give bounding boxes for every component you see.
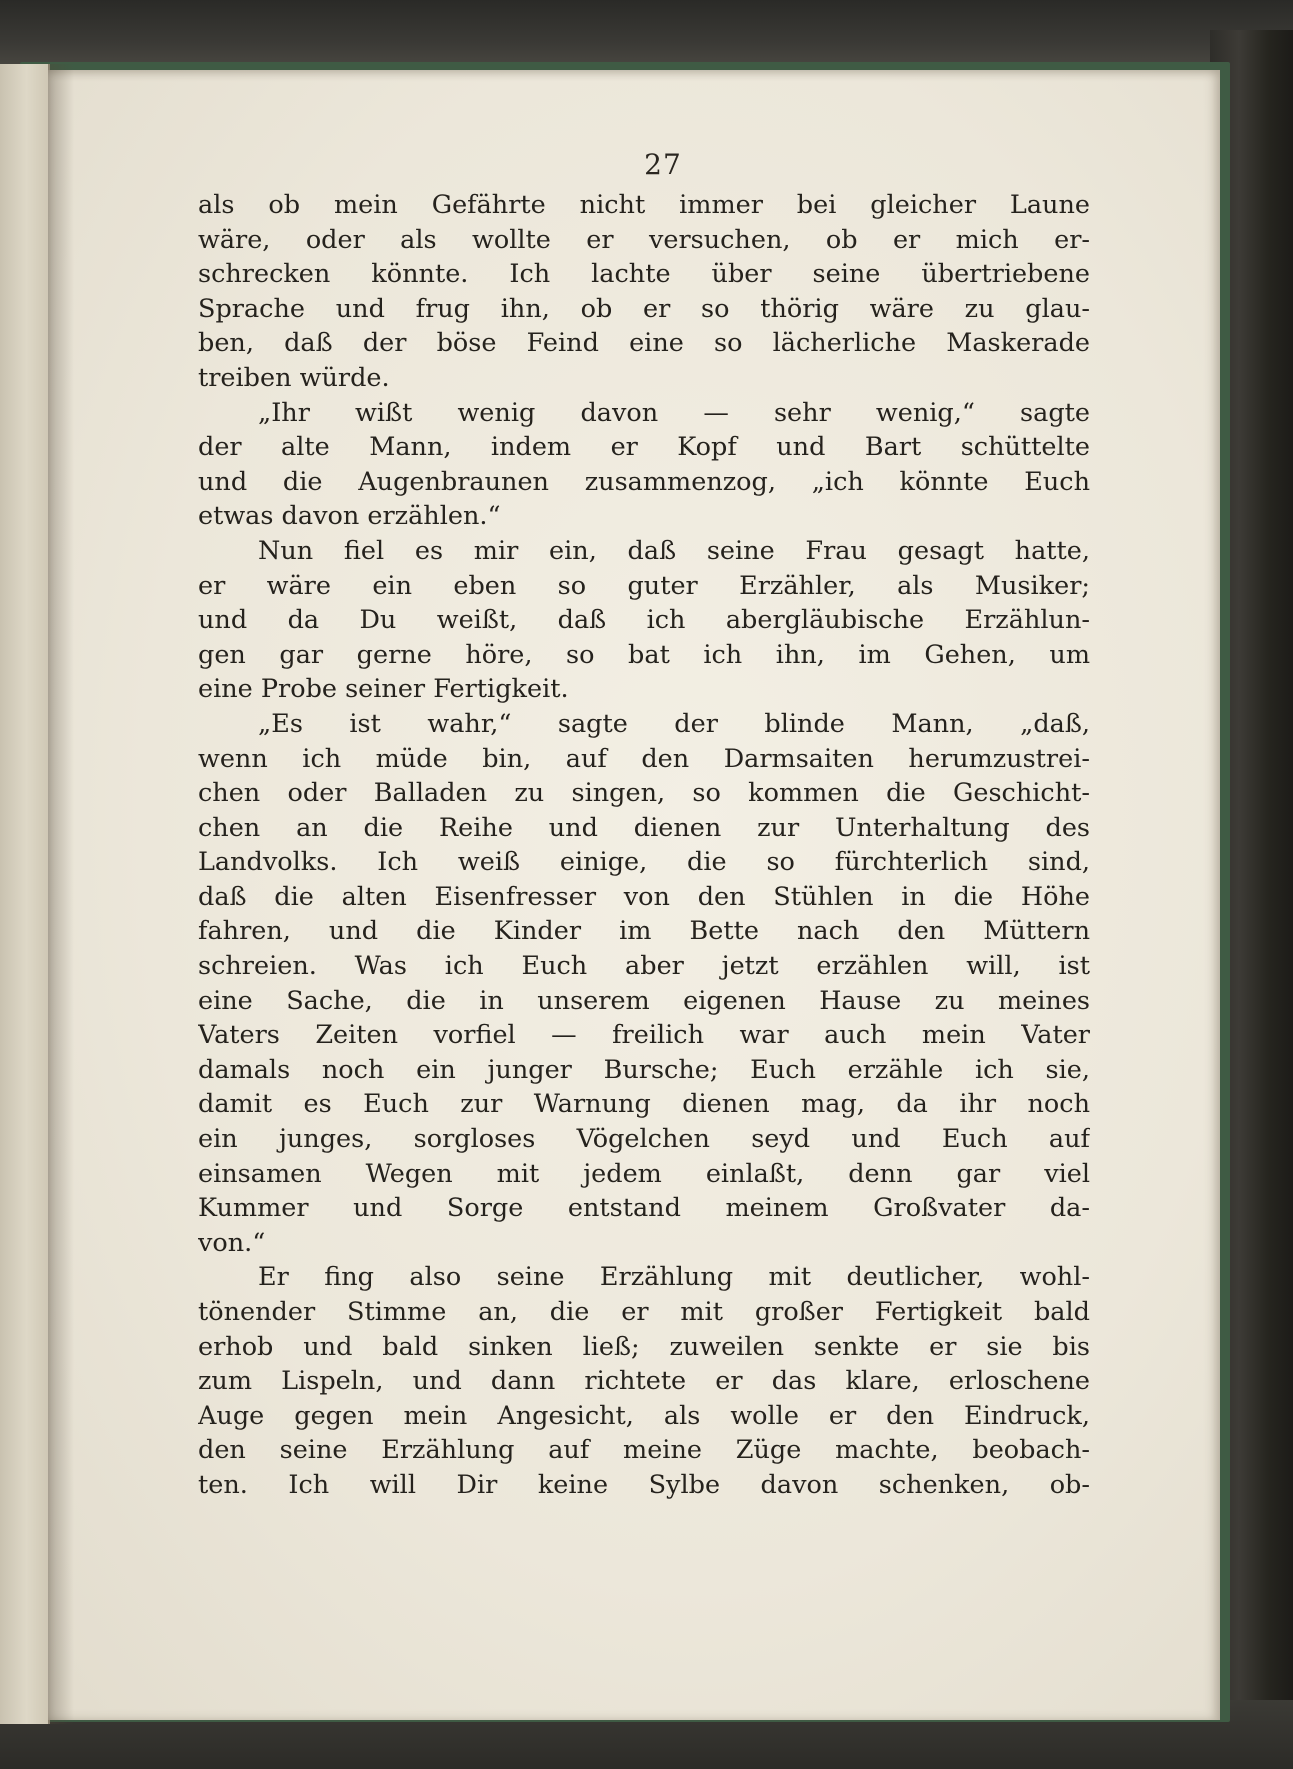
facing-page-edge — [0, 64, 50, 1724]
text-line: Vaters Zeiten vorfiel — freilich war auch mein Vater — [198, 1020, 1090, 1051]
text-line: wäre, oder als wollte er versuchen, ob er mich er- — [198, 224, 1090, 255]
text-line: ein junges, sorgloses Vögelchen seyd und Euch auf — [198, 1124, 1090, 1155]
text-line: eine Sache, die in unserem eigenen Hause zu meines — [198, 985, 1090, 1016]
gutter-shadow — [48, 64, 74, 1724]
text-line: Er fing also seine Erzählung mit deutlicher, wohl- — [258, 1262, 1090, 1293]
text-line: „Es ist wahr,“ sagte der blinde Mann, „daß, — [258, 708, 1090, 739]
text-line: etwas davon erzählen.“ — [198, 501, 501, 532]
text-line: fahren, und die Kinder im Bette nach den Müttern — [198, 916, 1090, 947]
text-line: treiben würde. — [198, 362, 390, 393]
text-line: einsamen Wegen mit jedem einlaßt, denn gar viel — [198, 1158, 1090, 1189]
text-line: Landvolks. Ich weiß einige, die so fürchterlich sind, — [198, 847, 1090, 878]
text-line: der alte Mann, indem er Kopf und Bart schüttelte — [198, 432, 1090, 463]
text-line: ten. Ich will Dir keine Sylbe davon schenken, ob- — [198, 1469, 1090, 1500]
text-line: zum Lispeln, und dann richtete er das klare, erloschene — [198, 1366, 1090, 1397]
text-line: eine Probe seiner Fertigkeit. — [198, 674, 569, 705]
text-line: als ob mein Gefährte nicht immer bei gleicher Laune — [198, 190, 1090, 220]
page-number: 27 — [644, 148, 682, 181]
text-line: ben, daß der böse Feind eine so lächerliche Maskerade — [198, 328, 1090, 359]
text-line: und die Augenbraunen zusammenzog, „ich könnte Euch — [198, 466, 1090, 497]
binding-board-top — [0, 0, 1293, 70]
text-line: schrecken könnte. Ich lachte über seine übertriebene — [198, 259, 1090, 290]
text-line: Kummer und Sorge entstand meinem Großvater da- — [198, 1193, 1090, 1224]
text-line: gen gar gerne höre, so bat ich ihn, im Gehen, um — [198, 639, 1090, 670]
text-line: chen oder Balladen zu singen, so kommen die Geschicht- — [198, 778, 1090, 809]
text-line: Sprache und frug ihn, ob er so thörig wäre zu glau- — [198, 293, 1090, 324]
text-line: daß die alten Eisenfresser von den Stühlen in die Höhe — [198, 881, 1090, 912]
text-line: damit es Euch zur Warnung dienen mag, da ihr noch — [198, 1089, 1090, 1120]
text-line: von.“ — [198, 1227, 266, 1258]
text-line: tönender Stimme an, die er mit großer Fertigkeit bald — [198, 1297, 1090, 1327]
text-line: „Ihr wißt wenig davon — sehr wenig,“ sagte — [258, 397, 1090, 428]
text-line: chen an die Reihe und dienen zur Unterhaltung des — [198, 812, 1090, 843]
text-line: wenn ich müde bin, auf den Darmsaiten herumzustrei- — [198, 743, 1090, 774]
page-text — [198, 188, 1090, 1503]
text-line: er wäre ein eben so guter Erzähler, als Musiker; — [198, 570, 1090, 601]
text-line: schreien. Was ich Euch aber jetzt erzählen will, ist — [198, 951, 1090, 982]
text-line: und da Du weißt, daß ich abergläubische Erzählun- — [198, 605, 1090, 636]
text-line: damals noch ein junger Bursche; Euch erzähle ich sie, — [198, 1054, 1090, 1085]
book-page — [48, 70, 1220, 1720]
text-line: Nun fiel es mir ein, daß seine Frau gesagt hatte, — [258, 535, 1090, 566]
text-line: erhob und bald sinken ließ; zuweilen senkte er sie bis — [198, 1331, 1090, 1362]
text-line: den seine Erzählung auf meine Züge machte, beobach- — [198, 1435, 1090, 1466]
text-line: Auge gegen mein Angesicht, als wolle er den Eindruck, — [198, 1400, 1090, 1431]
